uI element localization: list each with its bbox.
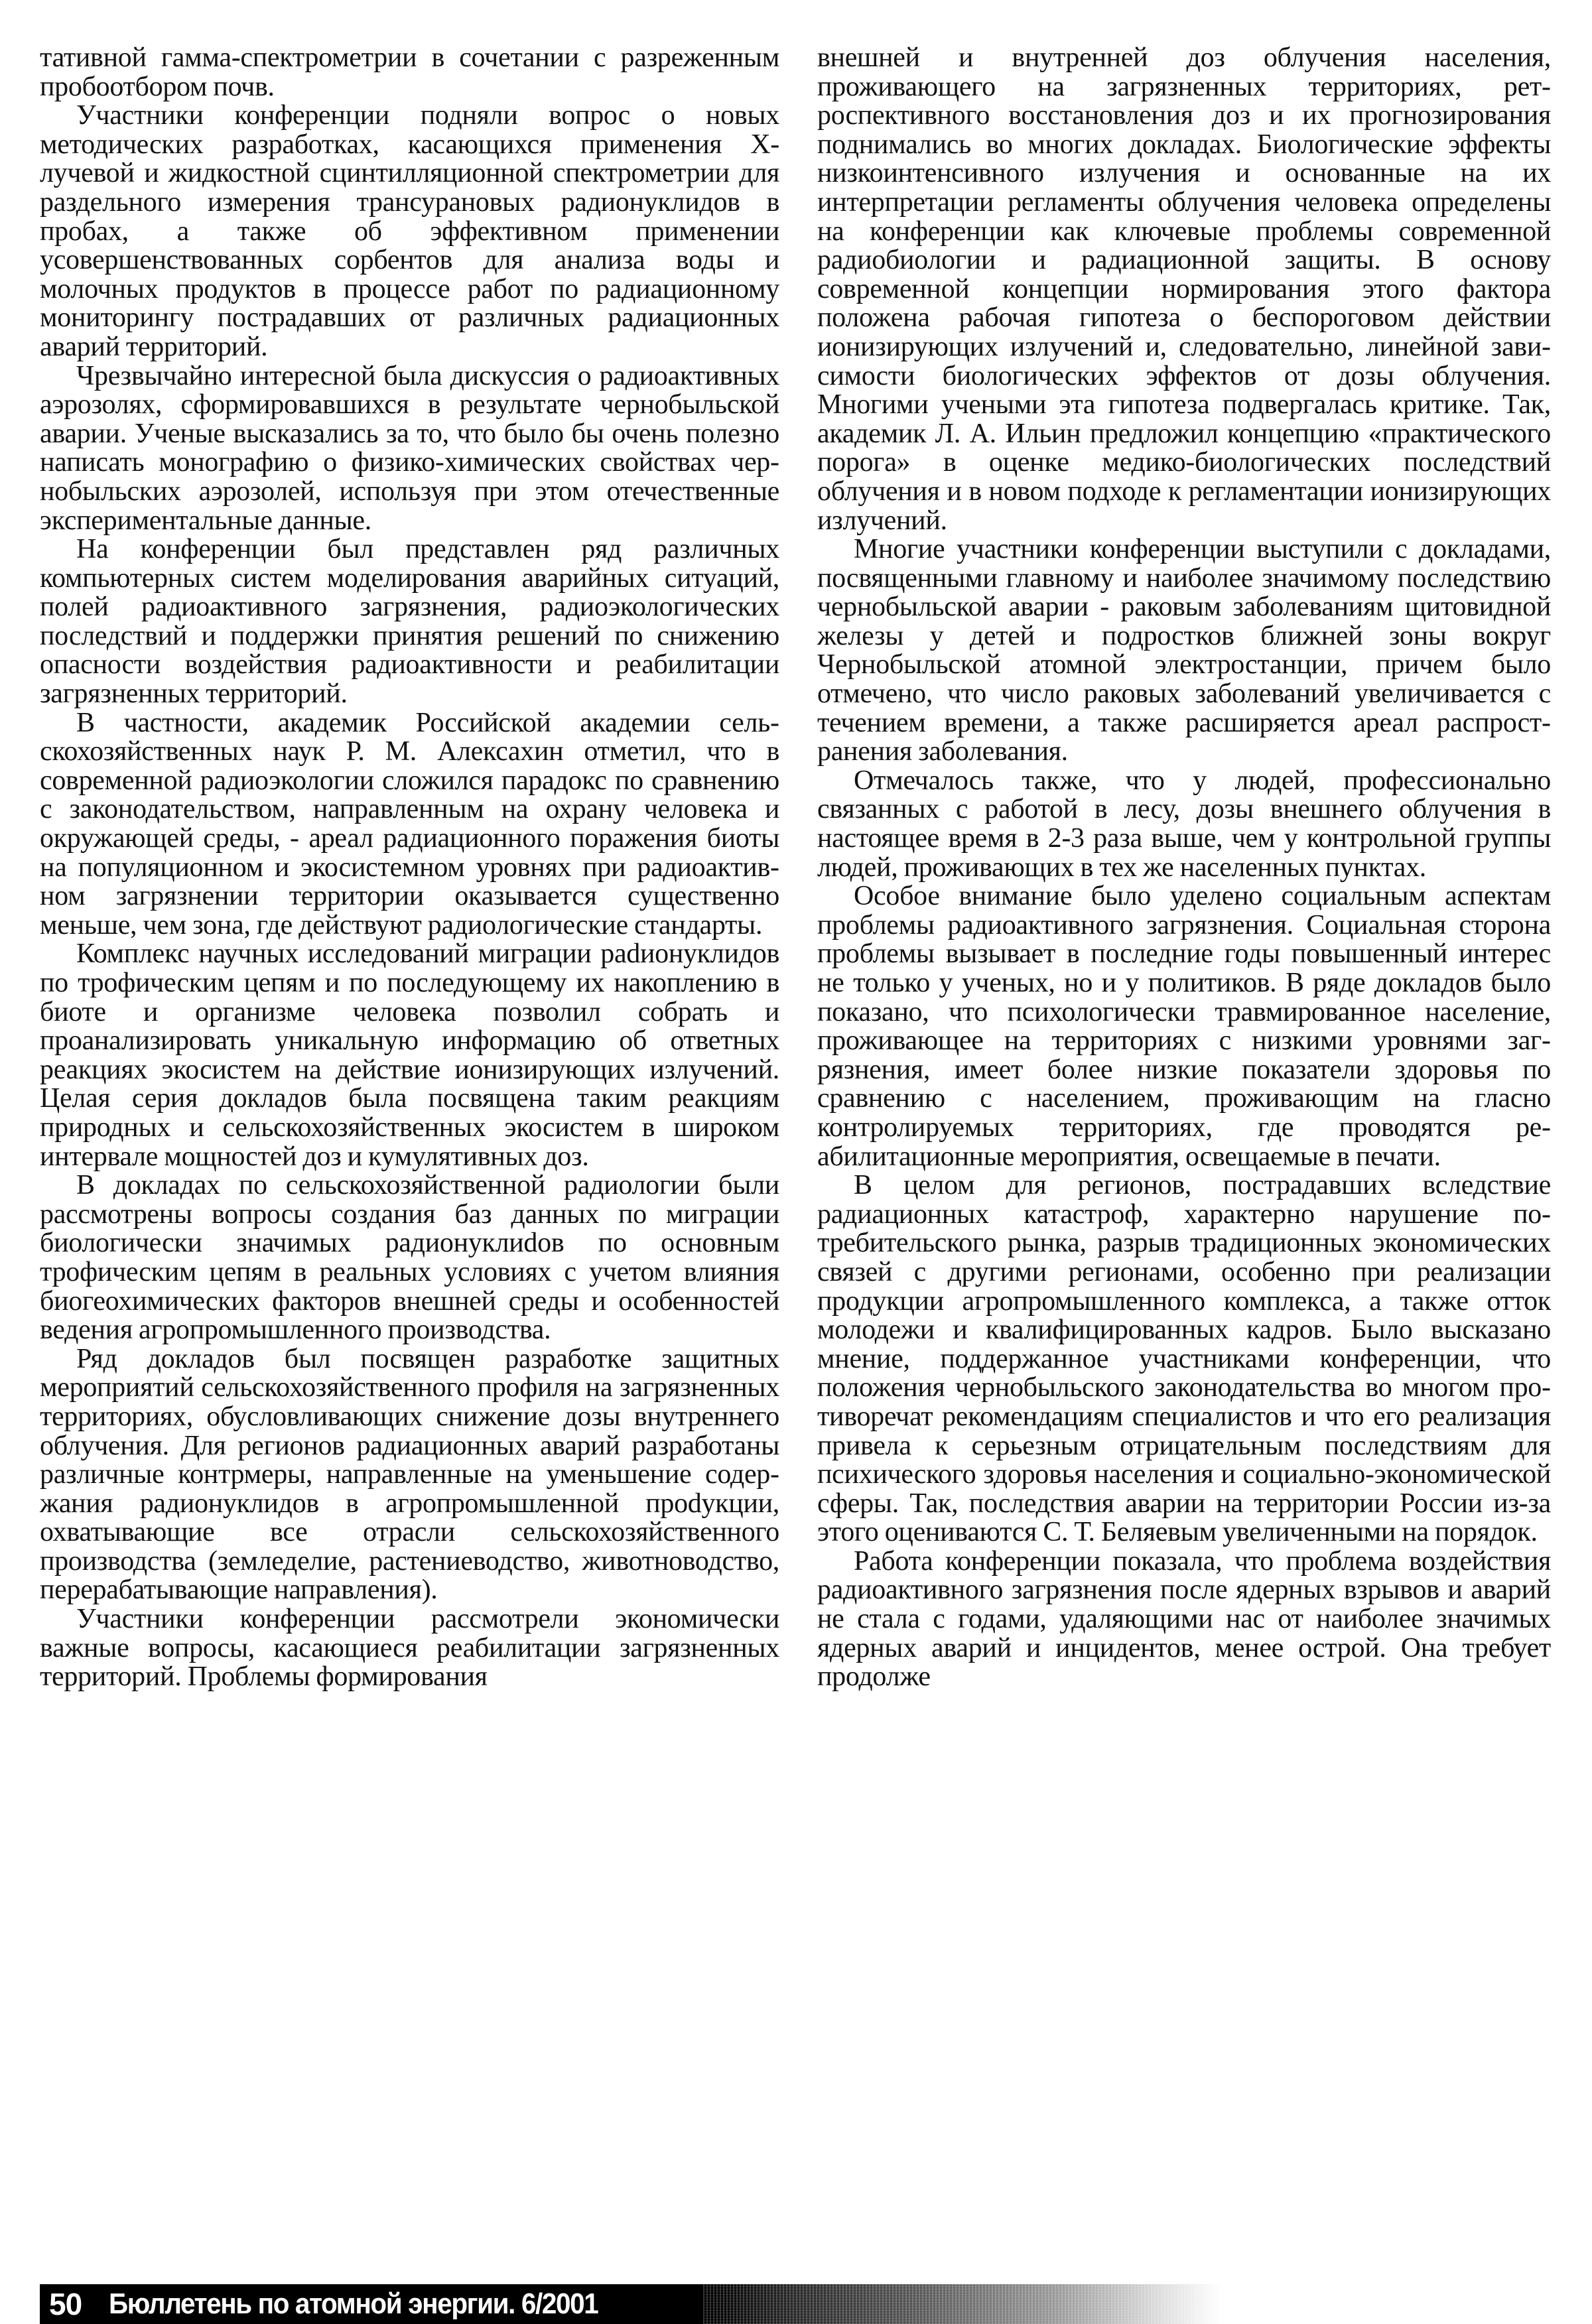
- paragraph: Ряд докладов был посвящен разработке защитных мероприятий сельскохозяйственного профиля на загрязненных территориях, обусловливающих снижение дозы внутреннего облучения. Для регионов радиационных аварий разработаны различные контрмеры, направленные на уменьшение содержания радионуклидов в агропромышленной проdукции, охватывающие все отрасли сельскохозяйственного производства (земледелие, растениеводство, животноводство, перерабатывающие направления).: [40, 1343, 779, 1606]
- paragraph: Особое внимание было уделено социальным аспектам проблемы радиоактивного загрязнения. Социальная сторона проблемы вызывает в последние годы повышенный интерес не только у ученых, но и у политиков. В ряде докладов было показано, что психологически травмированное население, проживающее на территориях с низкими уровнями загрязнения, имеет более низкие показатели здоровья по сравнению с населением, проживающим на гласно контролируемых территориях, где проводятся реабилитационные мероприятия, освещаемые в печати.: [817, 881, 1551, 1172]
- page-number: 50: [49, 2287, 82, 2321]
- footer-halftone-fade: [703, 2284, 1221, 2324]
- paragraph: В докладах по сельскохозяйственной радиологии были рассмотрены вопросы создания баз данных по миграции биологически значимых радионуклиdов по основным трофическим цепям в реальных условиях с учетом влияния биогеохимических факторов внешней среды и особенностей ведения агропромышленного производства.: [40, 1170, 779, 1346]
- text-column-left: [40, 44, 779, 1692]
- paragraph: Многие участники конференции выступили с докладами, посвященными главному и наиболее значимому последствию чернобыльской аварии - раковым заболеваниям щитовидной железы у детей и подростков ближней зоны вокруг Чернобыльской атомной электростанции, причем было отмечено, что число раковых заболеваний увеличивается с течением времени, а также расширяется ареал распространения заболевания.: [817, 534, 1551, 767]
- paragraph: Участники конференции подняли вопрос о новых методических разработках, касающихся применения Х-лучевой и жидкостной сцинтилляционной спектрометрии для раздельного измерения трансурановых радионуклидов в пробах, а также об эффективном применении усовершенствованных сорбентов для анализа воды и молочных продуктов в процессе работ по радиационному мониторингу пострадавших от различных радиационных аварий территорий.: [40, 100, 779, 362]
- paragraph: Участники конференции рассмотрели экономически важные вопросы, касающиеся реабилитации загрязненных территорий. Проблемы формирования: [40, 1604, 779, 1693]
- paragraph: Работа конференции показала, что проблема воздействия радиоактивного загрязнения после ядерных взрывов и аварий не стала с годами, удаляющими нас от наиболее значимых ядерных аварий и инцидентов, менее острой. Она требует продолже: [817, 1545, 1551, 1693]
- paragraph: Чрезвычайно интересной была дискуссия о радиоактивных аэрозолях, сформировавшихся в результате чернобыльской аварии. Ученые высказались за то, что было бы очень полезно написать монографию о физико-химических свойствах чернобыльских аэрозолей, используя при этом отечественные экспериментальные данные.: [40, 360, 779, 536]
- page-footer-band: [40, 2284, 1221, 2324]
- journal-issue-title: Бюллетень по атомной энергии. 6/2001: [109, 2288, 598, 2320]
- paragraph: На конференции был представлен ряд различных компьютерных систем моделирования аварийных ситуаций, полей радиоактивного загрязнения, радиоэкологических последствий и поддержки принятия решений по снижению опасности воздействия радиоактивности и реабилитации загрязненных территорий.: [40, 534, 779, 710]
- paragraph: В целом для регионов, пострадавших вследствие радиационных катастроф, характерно нарушение потребительского рынка, разрыв традиционных экономических связей с другими регионами, особенно при реализации продукции агропромышленного комплекса, а также отток молодежи и квалифицированных кадров. Было высказано мнение, поддержанное участниками конференции, что положения чернобыльского законодательства во многом противоречат рекомендациям специалистов и что его реализация привела к серьезным отрицательным последствиям для психического здоровья населения и социально-экономической сферы. Так, последствия аварии на территории России из-за этого оцениваются С. Т. Беляевым увеличенными на порядок.: [817, 1170, 1551, 1548]
- paragraph: В частности, академик Российской академии сельскохозяйственных наук Р. М. Алексахин отметил, что в современной радиоэкологии сложился парадокс по сравнению с законодательством, направленным на охрану человека и окружающей среды, - ареал радиационного поражения биоты на популяционном и экосистемном уровнях при радиоактивном загрязнении территории оказывается существенно меньше, чем зона, где действуют радиологические стандарты.: [40, 707, 779, 940]
- paragraph-continued: внешней и внутренней доз облучения населения, проживающего на загрязненных территориях, ретроспективного восстановления доз и их прогнозирования поднимались во многих докладах. Биологические эффекты низкоинтенсивного излучения и основанные на их интерпретации регламенты облучения человека определены на конференции как ключевые проблемы современной радиобиологии и радиационной защиты. В основу современной концепции нормирования этого фактора положена рабочая гипотеза о беспороговом действии ионизирующих излучений и, следовательно, линейной зависимости биологических эффектов от дозы облучения. Многими учеными эта гипотеза подвергалась критике. Так, академик Л. А. Ильин предложил концепцию «практического порога» в оценке медико-биологических последствий облучения и в новом подходе к регламентации ионизирующих излучений.: [817, 42, 1551, 536]
- text-column-right: [817, 44, 1551, 1692]
- paragraph: Отмечалось также, что у людей, профессионально связанных с работой в лесу, дозы внешнего облучения в настоящее время в 2-3 раза выше, чем у контрольной группы людей, проживающих в тех же населенных пунктах.: [817, 765, 1551, 883]
- paragraph: Комплекс научных исследований миграции раdионуклидов по трофическим цепям и по последующему их накоплению в биоте и организме человека позволил собрать и проанализировать уникальную информацию об ответных реакциях экосистем на действие ионизирующих излучений. Целая серия докладов была посвящена таким реакциям природных и сельскохозяйственных экосистем в широком интервале мощностей доз и кумулятивных доз.: [40, 938, 779, 1172]
- paragraph-continued: тативной гамма-спектрометрии в сочетании с разреженным пробоотбором почв.: [40, 42, 779, 102]
